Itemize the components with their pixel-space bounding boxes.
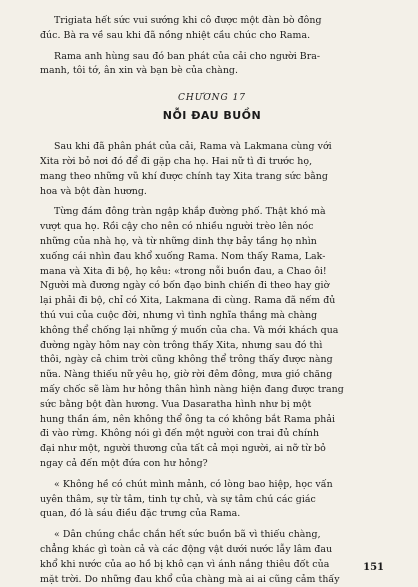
text-line: « Không hề có chút mình mảnh, có lòng bao hiệp, học vấn — [40, 478, 384, 493]
text-line: xuống cái nhìn đau khổ xuống Rama. Nom thấy Rama, Lak- — [40, 250, 384, 265]
text-line: đại như một, người thương của tất cả mọi người, ai nỡ từ bỏ — [40, 442, 384, 457]
text-line: Xita rời bỏ nơi đó để đi gặp cha họ. Hai nữ tì đi trước họ, — [40, 155, 384, 170]
text-line: Trigiata hết sức vui sướng khi cô được một đàn bò đông — [40, 14, 384, 29]
paragraph — [40, 205, 384, 471]
text-line: thú vui của cuộc đời, nhưng vì tình nghĩa thắng mà chàng — [40, 309, 384, 324]
main-text — [40, 140, 384, 587]
text-line: Từng đám đông tràn ngập khắp đường phố. Thật khó mà — [40, 205, 384, 220]
text-line: mang theo những vũ khí được chính tay Xita trang sức bằng — [40, 170, 384, 185]
text-line: hung thần ám, nên không thể ông ta có không bắt Rama phải — [40, 413, 384, 428]
chapter-label: CHƯƠNG 17 — [40, 93, 384, 103]
text-line: uyên thâm, sự từ tâm, tinh tự chủ, và sự tâm chú các giác — [40, 493, 384, 508]
paragraph — [40, 50, 384, 80]
text-line: chẳng khác gì toàn cả và các động vật dưới nước lẫy lâm đau — [40, 543, 384, 558]
text-line: đi vào rừng. Không nói gì đến một người con trai đủ chính — [40, 427, 384, 442]
top-section — [40, 14, 384, 79]
text-line: quan, đó là sáu điều đặc trưng của Rama. — [40, 507, 384, 522]
text-line: vượt qua họ. Rồi cậy cho nên có nhiều người trèo lên nóc — [40, 220, 384, 235]
text-line: sức bằng bột đàn hương. Vua Dasaratha hình như bị một — [40, 398, 384, 413]
text-line: mana và Xita đi bộ, họ kêu: «trong nỗi buồn đau, a Chao ôi! — [40, 265, 384, 280]
paragraph — [40, 14, 384, 44]
text-line: nữa. Nàng thiếu nữ yêu họ, giờ rời đêm đông, mưa gió chăng — [40, 368, 384, 383]
paragraph — [40, 140, 384, 199]
text-line: thôi, ngày cả chim trời cũng không thể trông thấy được nàng — [40, 353, 384, 368]
text-line: hoa và bột đàn hương. — [40, 185, 384, 200]
page-number: 151 — [363, 562, 384, 573]
text-line: mấy chốc sẽ làm hư hỏng thân hình nàng hiện đang được trang — [40, 383, 384, 398]
text-line: Sau khi đã phân phát của cải, Rama và Lakmana cùng với — [40, 140, 384, 155]
text-line: không thể chống lại những ý muốn của cha. Và mới khách qua — [40, 324, 384, 339]
text-line: Người mà đương ngày có bốn đạo binh chiến đi theo hay giờ — [40, 279, 384, 294]
text-line: mặt trời. Do những đau khổ của chàng mà ai ai cũng cảm thấy — [40, 573, 384, 587]
text-line: lại phải đi bộ, chỉ có Xita, Lakmana đi cùng. Rama đã nếm đủ — [40, 294, 384, 309]
text-line: đường ngày hôm nay còn trông thấy Xita, nhưng sau đó thì — [40, 339, 384, 354]
text-line: những của nhà họ, và từ những dinh thự bảy tầng họ nhìn — [40, 235, 384, 250]
paragraph — [40, 528, 384, 587]
text-line: khổ khi nước của ao hồ bị khô cạn vì ánh nắng thiêu đốt của — [40, 558, 384, 573]
text-line: « Dân chúng chắc chắn hết sức buồn bã vì thiếu chàng, — [40, 528, 384, 543]
text-line: đúc. Bà ra về sau khi đã nồng nhiệt cầu chúc cho Rama. — [40, 29, 384, 44]
text-line: manh, tôi tớ, ân xin và bạn bè của chàng. — [40, 64, 384, 79]
chapter-title: NỖI ĐAU BUỒN — [40, 109, 384, 122]
text-line: Rama anh hùng sau đó ban phát của cải cho người Bra- — [40, 50, 384, 65]
text-line: ngay cả đến một đứa con hư hỏng? — [40, 457, 384, 472]
paragraph — [40, 478, 384, 522]
